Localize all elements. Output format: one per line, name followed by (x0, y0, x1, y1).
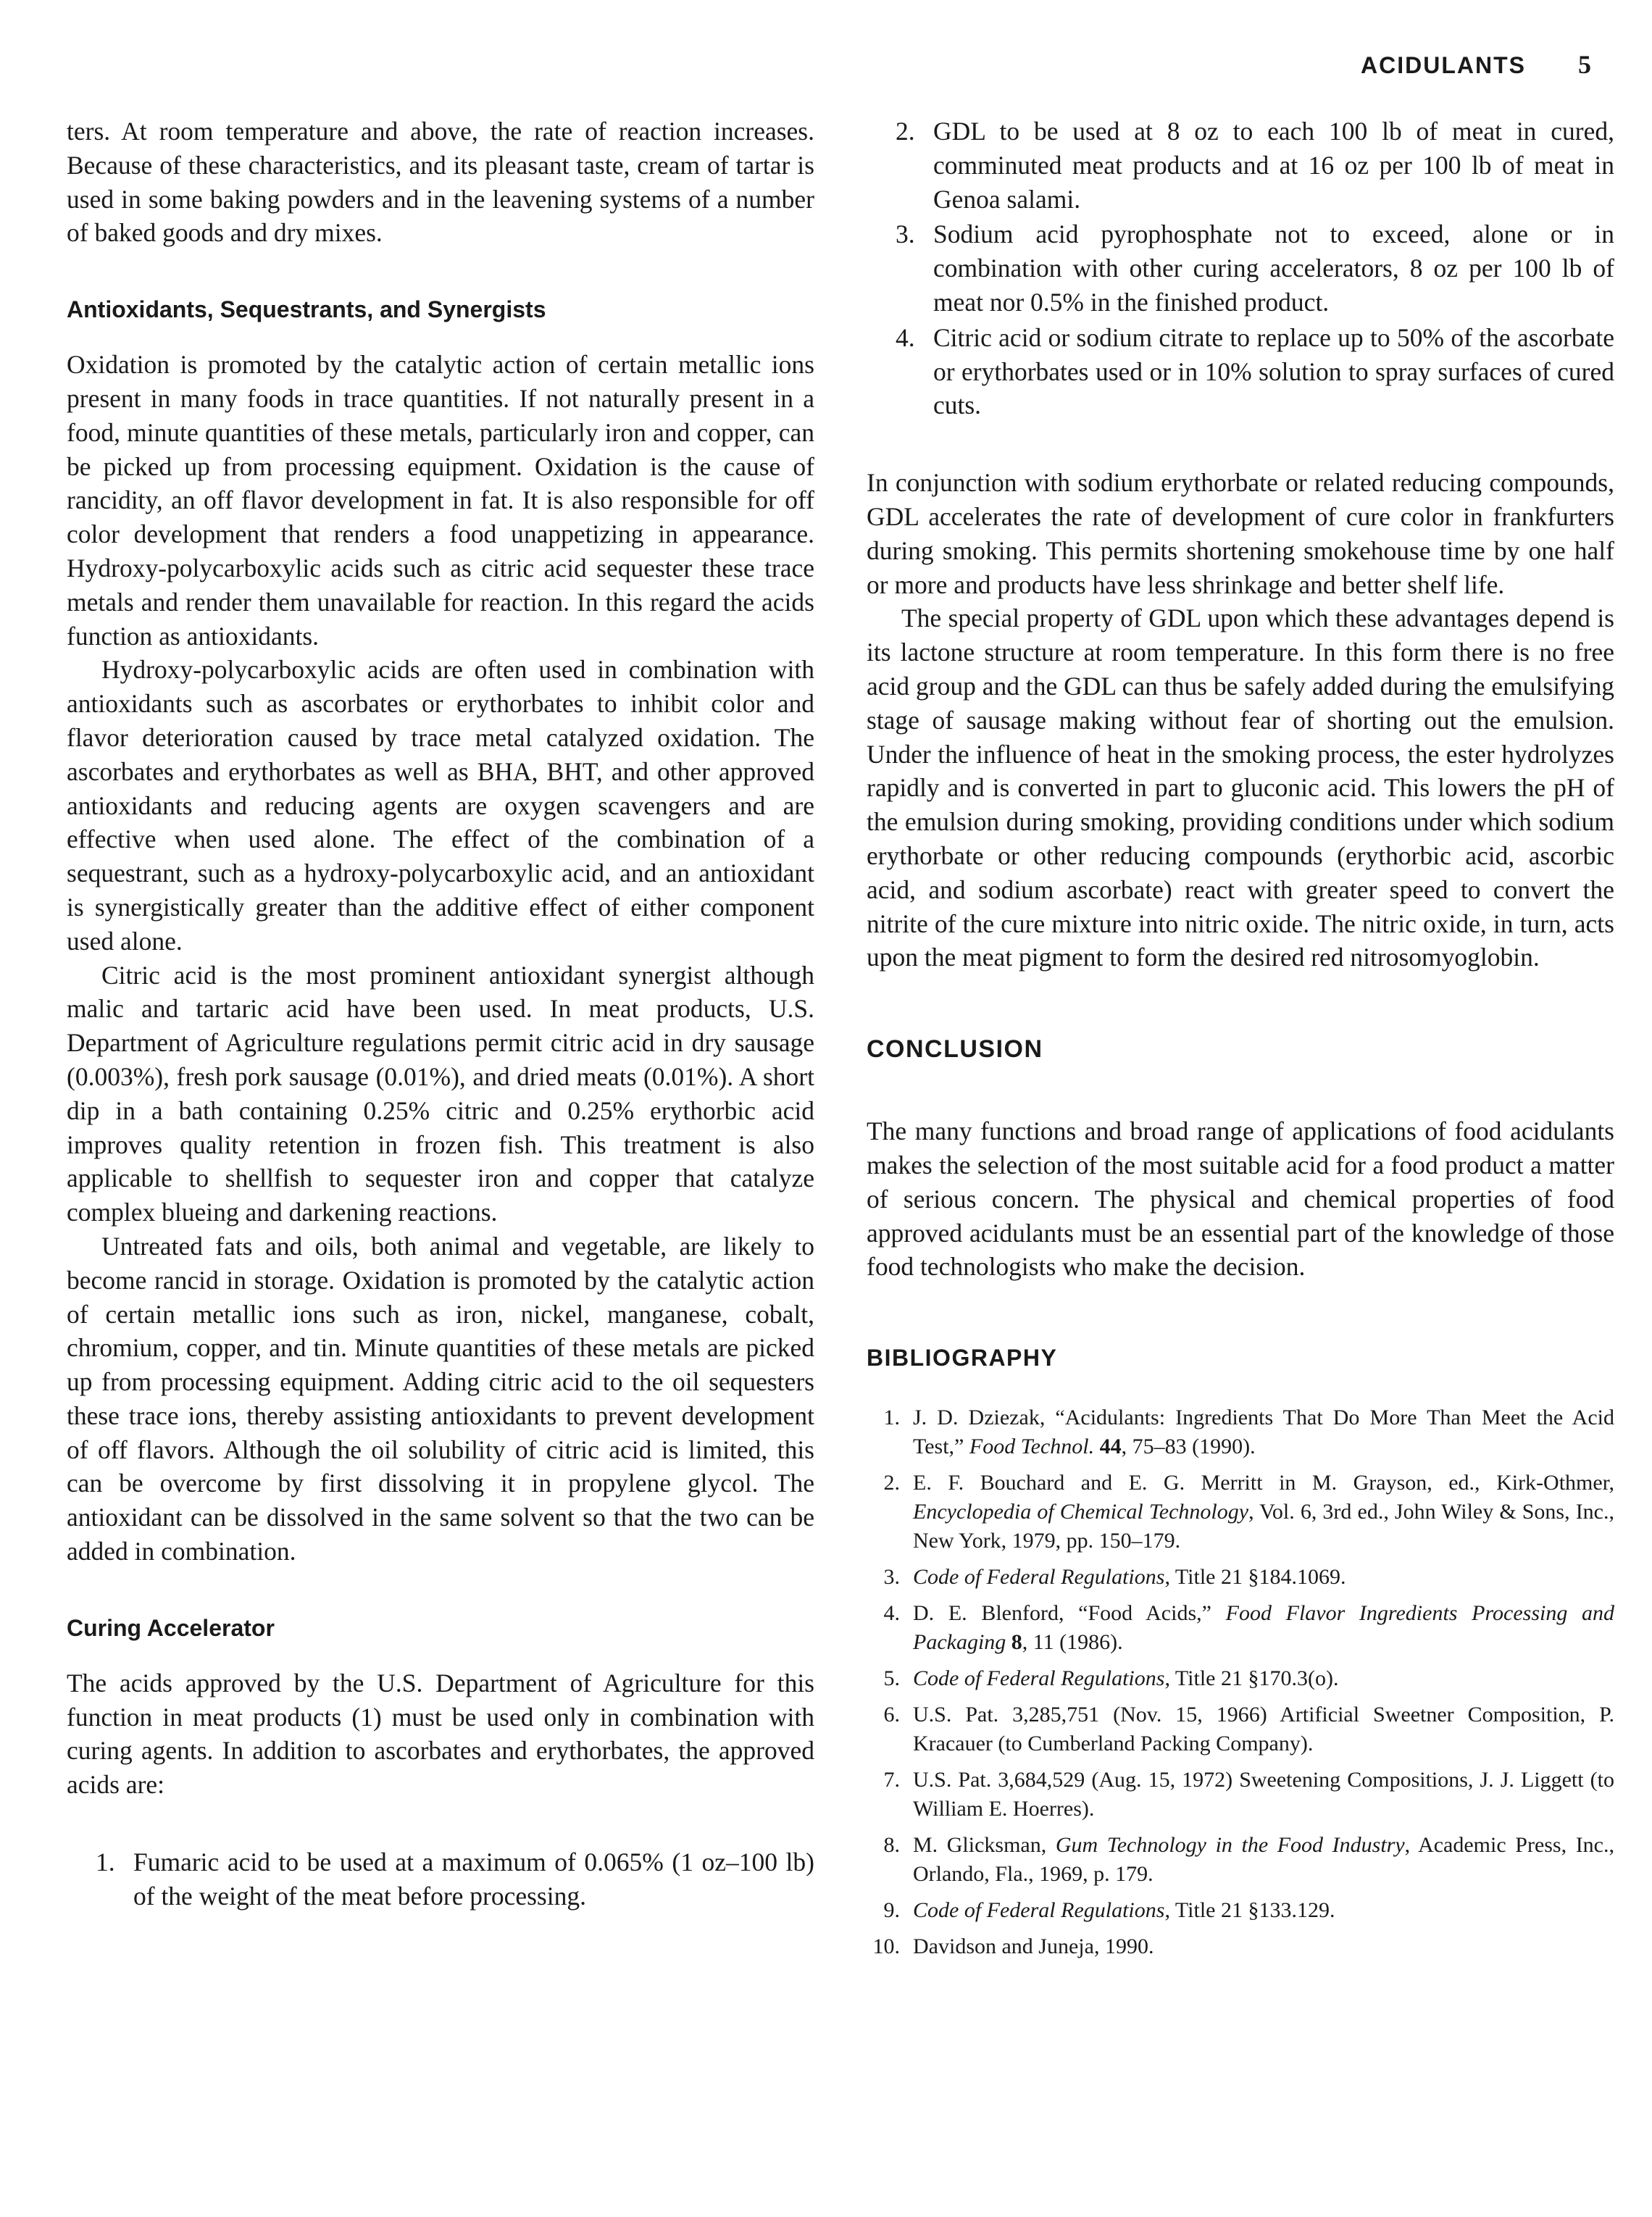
reference-number: 10. (872, 1934, 900, 1959)
approved-acids-list-continued (867, 114, 1614, 422)
reference-item (867, 1563, 1614, 1592)
reference-details: , Title 21 §184.1069. (1164, 1565, 1346, 1590)
list-item (67, 1845, 814, 1913)
reference-item (867, 1896, 1614, 1925)
list-item (867, 321, 1614, 422)
list-item-text: Fumaric acid to be used at a maximum of 0.065% (1 oz–100 lb) of the weight of the meat before processing. (133, 1848, 814, 1911)
reference-item (867, 1403, 1614, 1461)
reference-item (867, 1664, 1614, 1693)
reference-item (867, 1831, 1614, 1889)
page-number: 5 (1578, 50, 1591, 79)
reference-item (867, 1599, 1614, 1657)
list-item-text: Sodium acid pyrophosphate not to exceed, alone or in combination with other curing accelerators, 8 oz per 100 lb of meat nor 0.5% in the finished product. (933, 220, 1614, 317)
reference-text: J. D. Dziezak, “Acidulants: Ingredients That Do More Than Meet the Acid Test,” (913, 1406, 1614, 1459)
reference-volume: 44 (1094, 1435, 1122, 1459)
list-item-number: 2. (896, 117, 915, 146)
antioxidants-heading: Antioxidants, Sequestrants, and Synergists (67, 296, 546, 323)
list-item-number: 1. (96, 1848, 115, 1877)
reference-journal: Food Technol. (969, 1435, 1095, 1459)
gdl-paragraph-1: In conjunction with sodium erythorbate or related reducing compounds, GDL accelerates the rate of development of cure color in frankfurters during smoking. This permits shortening smokehouse time by one half or more and products have less shrinkage and better shelf life. (867, 468, 1614, 599)
reference-details: , Title 21 §170.3(o). (1164, 1666, 1339, 1691)
reference-text: D. E. Blenford, “Food Acids,” (913, 1601, 1226, 1626)
reference-number: 6. (883, 1703, 900, 1727)
curing-accelerator-heading: Curing Accelerator (67, 1614, 275, 1641)
conclusion-heading: CONCLUSION (867, 1035, 1043, 1064)
antioxidants-paragraph-4: Untreated fats and oils, both animal and vegetable, are likely to become rancid in storage. Oxidation is promoted by the catalytic action of certain metallic ions such as iron, nickel, manganese, cobalt, chromium, copper, and tin. Minute quantities of these metals are picked up from processing equipment. Adding citric acid to the oil sequesters these trace ions, thereby assisting antioxidants to prevent development of off flavors. Although the oil solubility of citric acid is limited, this can be overcome by first dissolving it in propylene glycol. The antioxidant can be dissolved in the same solvent so that the two can be added in combination. (67, 1231, 814, 1566)
antioxidants-paragraph-3: Citric acid is the most prominent antioxidant synergist although malic and tartaric acid have been used. In meat products, U.S. Department of Agriculture regulations permit citric acid in dry sausage (0.003%), fresh pork sausage (0.01%), and dried meats (0.01%). A short dip in a bath containing 0.25% citric and 0.25% erythorbic acid improves quality retention in frozen fish. This treatment is also applicable to shellfish to sequester iron and copper that catalyze complex blueing and darkening reactions. (67, 960, 814, 1227)
reference-text: M. Glicksman, (913, 1833, 1056, 1858)
bibliography-heading: BIBLIOGRAPHY (867, 1345, 1058, 1371)
reference-number: 7. (883, 1768, 900, 1792)
list-item-number: 4. (896, 322, 915, 352)
reference-item (867, 1700, 1614, 1758)
conclusion-paragraph: The many functions and broad range of applications of food acidulants makes the selection of the most suitable acid for a food product a matter of serious concern. The physical and chemical properties of food approved acidulants must be an essential part of the knowledge of those food technologists who make the decision. (867, 1116, 1614, 1282)
reference-number: 1. (883, 1406, 900, 1430)
reference-number: 4. (883, 1601, 900, 1626)
list-item-text: Citric acid or sodium citrate to replace up to 50% of the ascorbate or erythorbates used or in 10% solution to spray surfaces of cured cuts. (933, 322, 1614, 420)
reference-volume: 8 (1006, 1630, 1022, 1655)
reference-journal: Code of Federal Regulations (913, 1898, 1165, 1923)
list-item (867, 217, 1614, 319)
reference-details: , 11 (1986). (1022, 1630, 1123, 1655)
reference-number: 2. (883, 1471, 900, 1495)
reference-journal: Food Flavor Ingredients Processing and Packaging (913, 1601, 1614, 1655)
reference-details: , Vol. 6, 3rd ed., John Wiley & Sons, Inc., New York, 1979, pp. 150–179. (913, 1500, 1614, 1553)
reference-details: , Title 21 §133.129. (1164, 1898, 1335, 1923)
reference-journal: Code of Federal Regulations (913, 1666, 1165, 1691)
antioxidants-paragraph-1: Oxidation is promoted by the catalytic action of certain metallic ions present in many foods in trace quantities. If not naturally present in a food, minute quantities of these metals, particularly iron and copper, can be picked up from processing equipment. Oxidation is the cause of rancidity, an off flavor development in fat. It is also responsible for off color development that renders a food unappetizing in appearance. Hydroxy-polycarboxylic acids such as citric acid sequester these trace metals and render them unavailable for reaction. In this regard the acids function as antioxidants. (67, 350, 814, 651)
intro-paragraph: ters. At room temperature and above, the rate of reaction increases. Because of these characteristics, and its pleasant taste, cream of tartar is used in some baking powders and in the leavening systems of a number of baked goods and dry mixes. (67, 117, 814, 248)
list-item-text: GDL to be used at 8 oz to each 100 lb of meat in cured, comminuted meat products and at 16 oz per 100 lb of meat in Genoa salami. (933, 117, 1614, 214)
running-head (1361, 49, 1591, 80)
reference-number: 5. (883, 1666, 900, 1691)
right-column (867, 114, 1614, 1968)
reference-number: 9. (883, 1898, 900, 1923)
reference-journal: Gum Technology in the Food Industry (1055, 1833, 1405, 1858)
list-item (867, 114, 1614, 216)
antioxidants-paragraph-2: Hydroxy-polycarboxylic acids are often used in combination with antioxidants such as ascorbates or erythorbates to inhibit color and flavor deterioration caused by trace metal catalyzed oxidation. The ascorbates and erythorbates as well as BHA, BHT, and other approved antioxidants and reducing agents are oxygen scavengers and are effective when used alone. The effect of the combination of a sequestrant, such as a hydroxy-polycarboxylic acid, and an antioxidant is synergistically greater than the additive effect of either component used alone. (67, 655, 814, 956)
reference-number: 8. (883, 1833, 900, 1858)
reference-number: 3. (883, 1565, 900, 1590)
reference-text: Davidson and Juneja, 1990. (913, 1934, 1154, 1959)
bibliography-list (867, 1403, 1614, 1961)
reference-text: U.S. Pat. 3,285,751 (Nov. 15, 1966) Artificial Sweetner Composition, P. Kracauer (to Cumberland Packing Company). (913, 1703, 1614, 1756)
reference-item (867, 1469, 1614, 1556)
reference-details: , Academic Press, Inc., Orlando, Fla., 1969, p. 179. (913, 1833, 1614, 1887)
reference-item (867, 1766, 1614, 1824)
reference-journal: Code of Federal Regulations (913, 1565, 1165, 1590)
gdl-paragraph-2: The special property of GDL upon which these advantages depend is its lactone structure at room temperature. In this form there is no free acid group and the GDL can thus be safely added during the emulsifying stage of sausage making without fear of shorting out the emulsion. Under the influence of heat in the smoking process, the ester hydrolyzes rapidly and is converted in part to gluconic acid. This lowers the pH of the emulsion during smoking, providing conditions under which sodium erythorbate or other reducing compounds (erythorbic acid, ascorbic acid, and sodium ascorbate) react with greater speed to convert the nitrite of the cure mixture into nitric oxide. The nitric oxide, in turn, acts upon the meat pigment to form the desired red nitrosomyoglobin. (867, 604, 1614, 972)
curing-paragraph: The acids approved by the U.S. Department of Agriculture for this function in meat products (1) must be used only in combination with curing agents. In addition to ascorbates and erythorbates, the approved acids are: (67, 1668, 814, 1800)
reference-text: U.S. Pat. 3,684,529 (Aug. 15, 1972) Sweetening Compositions, J. J. Liggett (to William E. Hoerres). (913, 1768, 1614, 1821)
reference-journal: Encyclopedia of Chemical Technology (913, 1500, 1249, 1524)
reference-details: , 75–83 (1990). (1121, 1435, 1256, 1459)
approved-acids-list (67, 1845, 814, 1913)
running-head-title: ACIDULANTS (1361, 52, 1526, 78)
reference-text: E. F. Bouchard and E. G. Merritt in M. Grayson, ed., Kirk-Othmer, (913, 1471, 1614, 1495)
left-column (67, 114, 814, 1915)
reference-item (867, 1932, 1614, 1961)
list-item-number: 3. (896, 220, 915, 249)
